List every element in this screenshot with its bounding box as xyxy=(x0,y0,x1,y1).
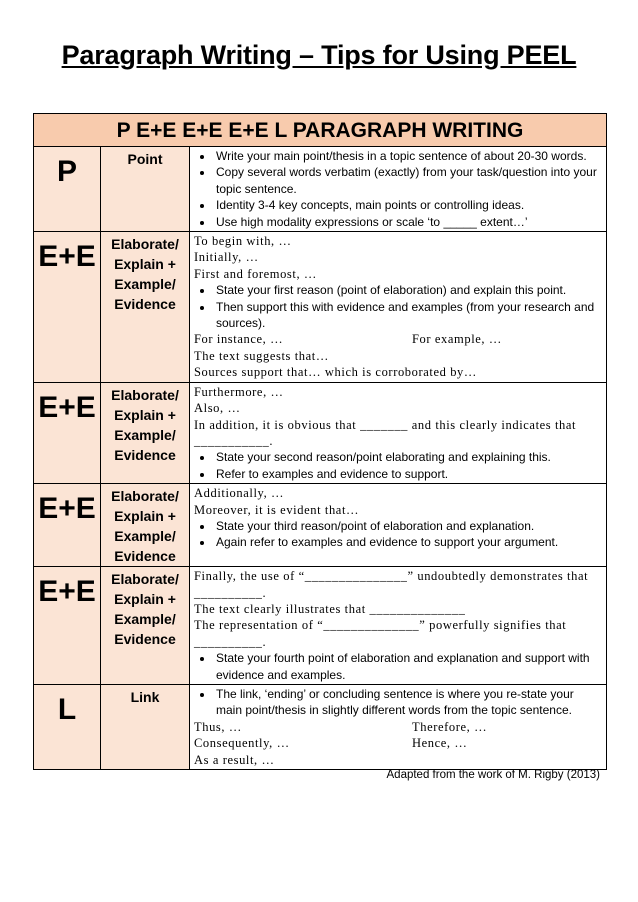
tip-bullet: • State your first reason (point of elaboration) and explain this point. xyxy=(214,282,602,298)
tip-bullet: • Identity 3-4 key concepts, main points or controlling ideas. xyxy=(214,197,602,213)
sentence-starter: Furthermore, … xyxy=(194,384,284,399)
sentence-starter: To begin with, … xyxy=(194,234,292,249)
sentence-starter: For example, … xyxy=(412,332,502,347)
section-name-line: Evidence xyxy=(114,446,176,463)
tip-bullet: • Use high modality expressions or scale ‘to _____ extent…’ xyxy=(214,214,602,230)
section-name-line: Elaborate/ xyxy=(111,571,179,588)
section-name-line: Explain + xyxy=(114,508,176,525)
section-content xyxy=(190,382,607,483)
tip-list xyxy=(194,449,602,482)
tip-bullet: • Then support this with evidence and examples (from your research and sources). xyxy=(214,299,602,332)
section-name-line: Evidence xyxy=(114,296,176,313)
sentence-starter: As a result, … xyxy=(194,752,275,767)
table-row xyxy=(34,567,607,685)
section-name xyxy=(101,147,190,232)
tip-bullet: • Again refer to examples and evidence to support your argument. xyxy=(214,534,602,550)
section-name-line: Elaborate/ xyxy=(111,488,179,505)
peel-table xyxy=(33,113,607,770)
sentence-starter: In addition, it is obvious that _______ and this clearly indicates that ___________. xyxy=(194,417,577,448)
tip-list xyxy=(194,650,602,683)
table-header-row xyxy=(34,114,607,147)
tip-list xyxy=(194,686,602,719)
sentence-starter: Also, … xyxy=(194,401,241,416)
section-name xyxy=(101,484,190,567)
section-letter: E+E xyxy=(34,484,101,567)
sentence-starter: Thus, … xyxy=(194,719,242,734)
tip-bullet: • Copy several words verbatim (exactly) from your task/question into your topic sentence. xyxy=(214,164,602,197)
sentence-starter-pair xyxy=(194,735,602,751)
sentence-starter: Finally, the use of “_______________” undoubtedly demonstrates that __________. xyxy=(194,569,589,600)
sentence-starter: Therefore, … xyxy=(412,719,488,734)
tip-list xyxy=(194,282,602,331)
tip-list xyxy=(194,518,602,551)
sentence-starter: Additionally, … xyxy=(194,486,285,501)
page-title: Paragraph Writing – Tips for Using PEEL xyxy=(61,40,577,70)
section-content xyxy=(190,567,607,685)
sentence-starter: The representation of “______________” powerfully signifies that __________. xyxy=(194,618,567,649)
credit-note: Adapted from the work of M. Rigby (2013) xyxy=(386,769,600,781)
sentence-starter: The text clearly illustrates that ______________ xyxy=(194,601,466,616)
section-name-line: Link xyxy=(130,688,160,705)
sentence-starter: Initially, … xyxy=(194,250,259,265)
sentence-starter: First and foremost, … xyxy=(194,266,318,281)
sentence-starter: The text suggests that… xyxy=(194,348,329,363)
section-content xyxy=(190,484,607,567)
section-letter: E+E xyxy=(34,567,101,685)
sentence-starter: For instance, … xyxy=(194,332,284,347)
section-name-line: Explain + xyxy=(114,591,176,608)
section-name-line: Explain + xyxy=(114,256,176,273)
sentence-starter: Hence, … xyxy=(412,736,468,751)
sentence-starter: Moreover, it is evident that… xyxy=(194,502,360,517)
tip-bullet: • State your fourth point of elaboration and explanation and support with evidence and examples. xyxy=(214,650,602,683)
section-content xyxy=(190,147,607,232)
section-letter: E+E xyxy=(34,382,101,483)
section-letter: L xyxy=(34,684,101,769)
section-name-line: Explain + xyxy=(114,406,176,423)
section-name xyxy=(101,232,190,383)
section-name-line: Elaborate/ xyxy=(111,386,179,403)
sentence-starter-pair xyxy=(194,719,602,735)
table-row xyxy=(34,484,607,567)
section-name xyxy=(101,382,190,483)
section-name-line: Example/ xyxy=(114,528,176,545)
section-name xyxy=(101,567,190,685)
tip-bullet: • The link, ‘ending’ or concluding sentence is where you re-state your main point/thesis in slightly different words from the topic sentence. xyxy=(214,686,602,719)
table-row xyxy=(34,684,607,769)
tip-bullet: • Refer to examples and evidence to support. xyxy=(214,466,602,482)
section-letter: E+E xyxy=(34,232,101,383)
section-name-line: Elaborate/ xyxy=(111,236,179,253)
section-content xyxy=(190,232,607,383)
sentence-starter: Sources support that… which is corroborated by… xyxy=(194,365,478,380)
tip-bullet: • State your second reason/point elaborating and explaining this. xyxy=(214,449,602,465)
table-row xyxy=(34,382,607,483)
table-row xyxy=(34,232,607,383)
section-name-line: Example/ xyxy=(114,276,176,293)
section-letter: P xyxy=(34,147,101,232)
section-name-line: Point xyxy=(127,151,163,167)
section-name-line: Example/ xyxy=(114,426,176,443)
tip-list xyxy=(194,148,602,230)
section-name-line: Evidence xyxy=(114,548,176,565)
section-content xyxy=(190,684,607,769)
section-name-line: Evidence xyxy=(114,631,176,648)
sentence-starter: Consequently, … xyxy=(194,736,290,751)
table-header: P E+E E+E E+E L PARAGRAPH WRITING xyxy=(34,114,607,147)
section-name xyxy=(101,684,190,769)
sentence-starter-pair xyxy=(194,331,602,347)
section-name-line: Example/ xyxy=(114,611,176,628)
tip-bullet: • State your third reason/point of elaboration and explanation. xyxy=(214,518,602,534)
table-row xyxy=(34,147,607,232)
tip-bullet: • Write your main point/thesis in a topic sentence of about 20-30 words. xyxy=(214,148,602,164)
